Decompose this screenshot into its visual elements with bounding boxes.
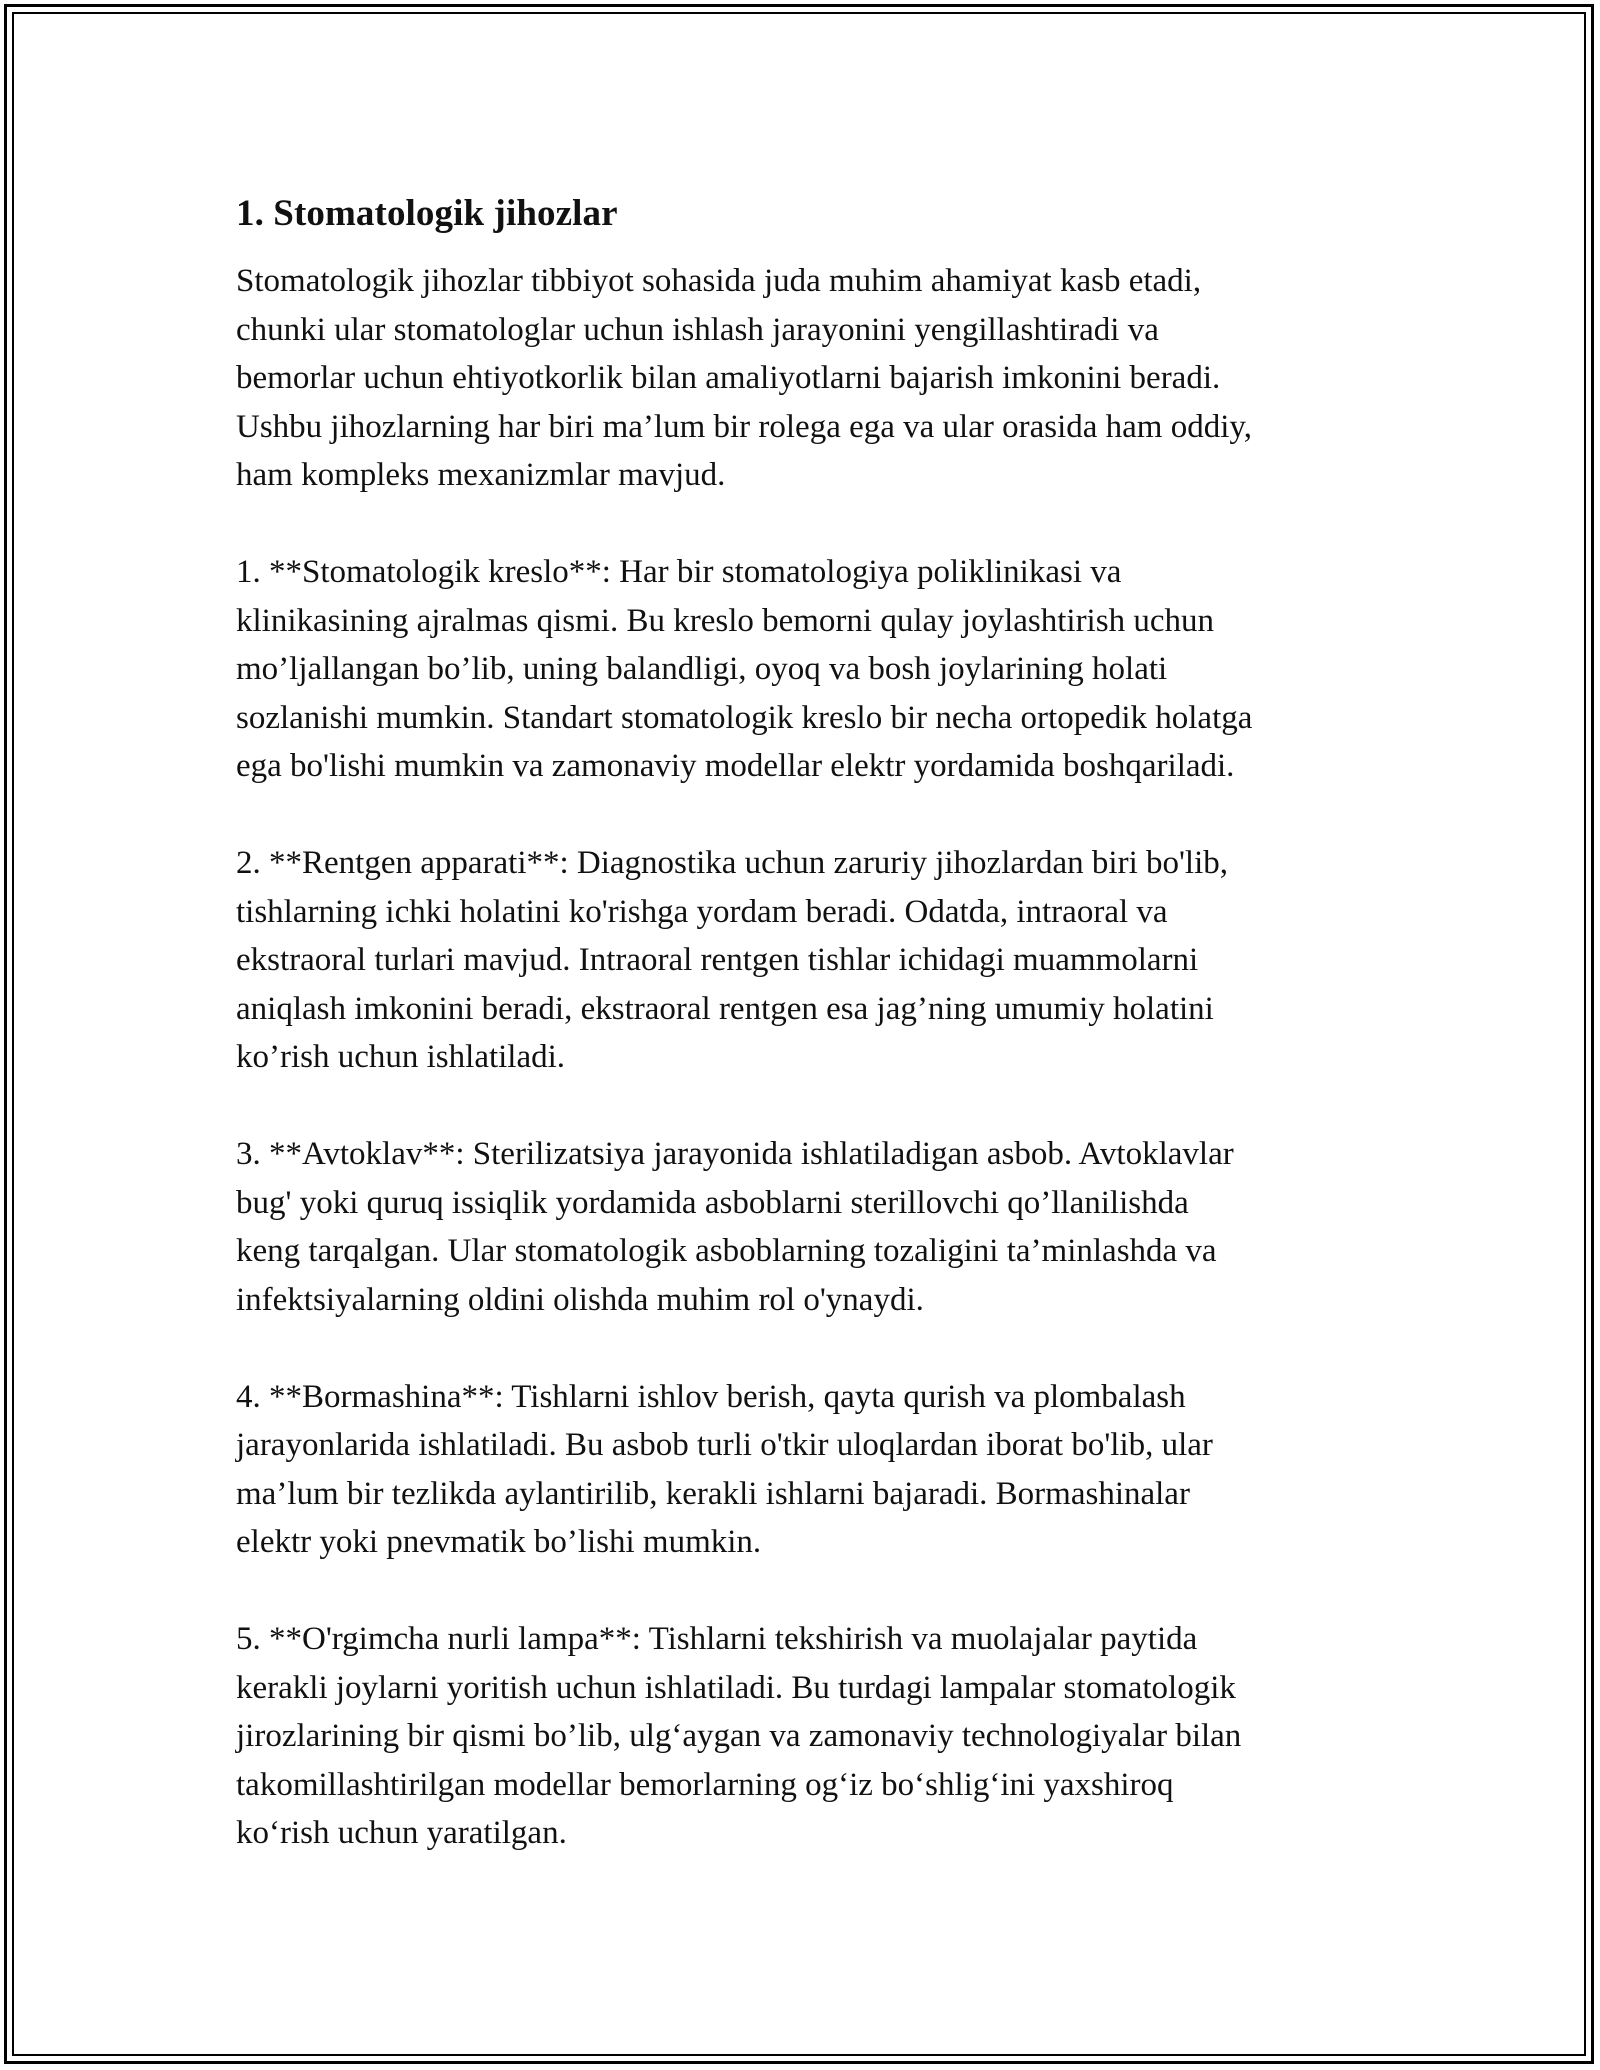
- item-paragraph-bormashina: 4. **Bormashina**: Tishlarni ishlov berish, qayta qurish va plombalash jarayonlarida ishlatiladi. Bu asbob turli o'tkir uloqlardan iborat bo'lib, ular ma’lum bir tezlikda aylantirilib, kerakli ishlarni bajaradi. Bormashinalar elektr yoki pnevmatik bo’lishi mumkin.: [236, 1378, 1213, 1560]
- item-paragraph-avtoklav: 3. **Avtoklav**: Sterilizatsiya jarayonida ishlatiladigan asbob. Avtoklavlar bug' yoki quruq issiqlik yordamida asboblarni sterillovchi qo’llanilishda keng tarqalgan. Ular stomatologik asboblarning tozaligini ta’minlashda va infektsiyalarning oldini olishda muhim rol o'ynaydi.: [236, 1136, 1234, 1318]
- item-paragraph-lampa: 5. **O'rgimcha nurli lampa**: Tishlarni tekshirish va muolajalar paytida kerakli joylarni yoritish uchun ishlatiladi. Bu turdagi lampalar stomatologik jirozlarining bir qismi bo’lib, ulg‘aygan va zamonaviy technologiyalar bilan takomillashtirilgan modellar bemorlarning og‘iz bo‘shlig‘ini yaxshiroq ko‘rish uchun yaratilgan.: [236, 1621, 1242, 1851]
- document-body: [236, 186, 1386, 1858]
- intro-paragraph: Stomatologik jihozlar tibbiyot sohasida juda muhim ahamiyat kasb etadi, chunki ular stomatologlar uchun ishlash jarayonini yengillashtiradi va bemorlar uchun ehtiyotkorlik bilan amaliyotlarni bajarish imkonini beradi. Ushbu jihozlarning har biri ma’lum bir rolega ega va ular orasida ham oddiy, ham kompleks mexanizmlar mavjud.: [236, 263, 1252, 493]
- section-heading: 1. Stomatologik jihozlar: [236, 193, 618, 234]
- item-paragraph-kreslo: 1. **Stomatologik kreslo**: Har bir stomatologiya poliklinikasi va klinikasining ajralmas qismi. Bu kreslo bemorni qulay joylashtirish uchun mo’ljallangan bo’lib, uning balandligi, oyoq va bosh joylarining holati sozlanishi mumkin. Standart stomatologik kreslo bir necha ortopedik holatga ega bo'lishi mumkin va zamonaviy modellar elektr yordamida boshqariladi.: [236, 554, 1253, 784]
- item-paragraph-rentgen: 2. **Rentgen apparati**: Diagnostika uchun zaruriy jihozlardan biri bo'lib, tishlarning ichki holatini ko'rishga yordam beradi. Odatda, intraoral va ekstraoral turlari mavjud. Intraoral rentgen tishlar ichidagi muammolarni aniqlash imkonini beradi, ekstraoral rentgen esa jag’ning umumiy holatini ko’rish uchun ishlatiladi.: [236, 845, 1229, 1075]
